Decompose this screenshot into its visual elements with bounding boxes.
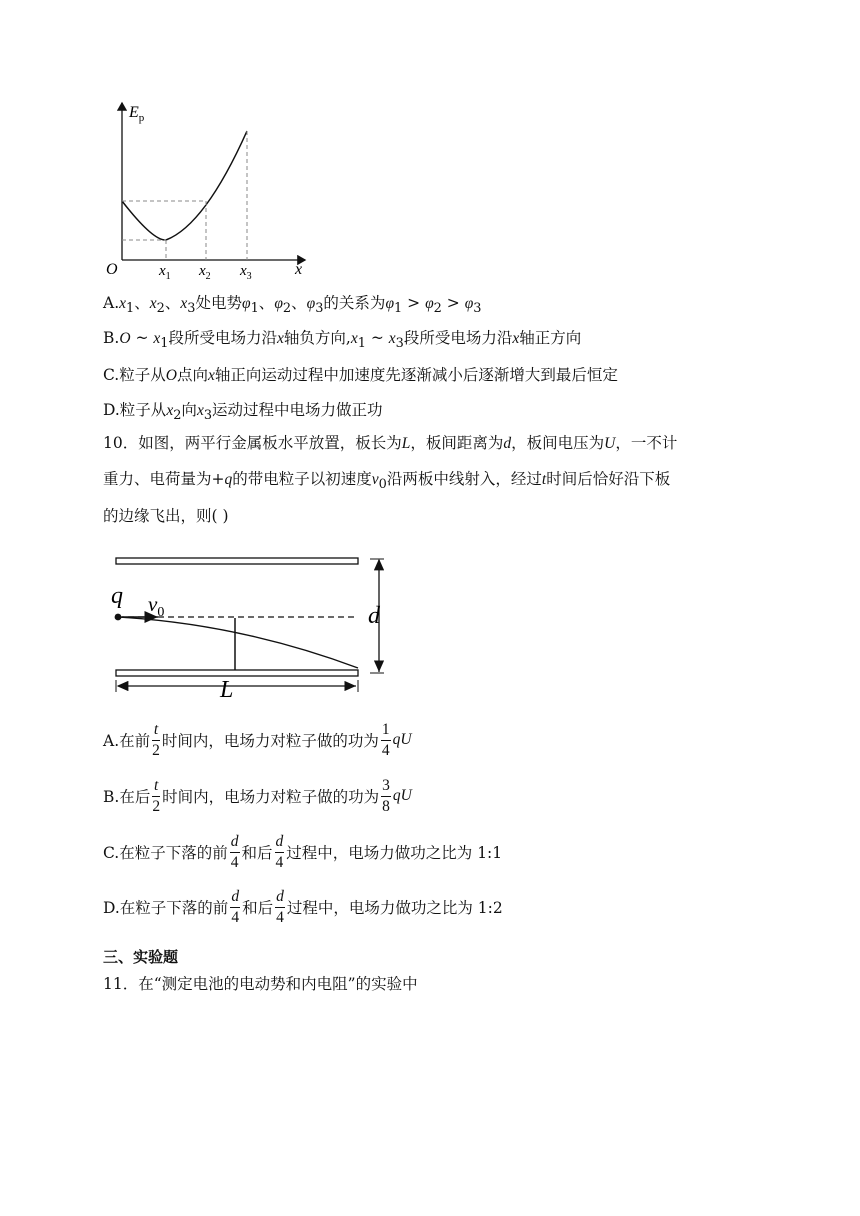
q9-option-a: $A.x_1$、$x_2$、$x_3$处电势$\varphi_1$、$\varphi_2$、$\varphi_3$的关系为$\varphi_1 > \varphi_2 > \varphi_3$: [103, 294, 482, 317]
q10-option-c: C.在粒子下落的前 $\frac{d}{4}$ 和后 $\frac{d}{4}$ 过程中，电场力做功之比为 1:1: [103, 833, 503, 871]
L-label: L: [220, 677, 234, 698]
particle-trajectory: [118, 617, 358, 668]
q-label: q: [111, 583, 123, 609]
q9-option-b: B.O ~ $x_1$段所受电场力沿x轴负方向$,x_1$ ~ $x_3$段所受电场力沿x轴正方向: [103, 329, 582, 352]
q10-stem-line1: 10．如图，两平行金属板水平放置，板长为L，板间距离为d，板间电压为U，一不计: [103, 434, 678, 452]
section-heading: 三、实验题: [103, 948, 179, 966]
q10-stem-line2: 重力、电荷量为+q的带电粒子以初速度$v_0$沿两板中线射入，经过t时间后恰好沿下板: [103, 470, 671, 493]
lower-plate: [116, 670, 358, 676]
q10-stem-line3: 的边缘飞出，则( ): [103, 507, 229, 525]
q9-option-d: D.粒子从$x_2$向$x_3$运动过程中电场力做正功: [103, 401, 383, 424]
tick-x3: $x_3$: [240, 263, 252, 282]
v0-label: $v_0$: [148, 592, 165, 620]
q10-option-a: A.在前 $\frac{t}{2}$ 时间内，电场力对粒子做的功为 $\frac{1}{4}$ qU: [103, 721, 412, 759]
ep-curve: [122, 131, 247, 240]
q11-stem: 11．在“测定电池的电动势和内电阻”的实验中: [103, 975, 418, 993]
q10-option-d: D.在粒子下落的前 $\frac{d}{4}$ 和后 $\frac{d}{4}$ 过程中，电场力做功之比为 1:2: [103, 888, 503, 926]
q10-option-b: B.在后 $\frac{t}{2}$ 时间内，电场力对粒子做的功为 $\frac{3}{8}$ qU: [103, 777, 412, 815]
d-label: d: [368, 603, 380, 629]
origin-label: O: [106, 261, 118, 278]
tick-x1: $x_1$: [159, 263, 171, 282]
potential-energy-graph: [95, 95, 325, 285]
y-axis-label: $E_p$: [129, 104, 145, 124]
tick-x2: $x_2$: [199, 263, 211, 282]
q9-option-c: C.粒子从O点向x轴正向运动过程中加速度先逐渐减小后逐渐增大到最后恒定: [103, 366, 618, 384]
x-axis-label: x: [295, 261, 303, 278]
upper-plate: [116, 558, 358, 564]
parallel-plates-diagram: [100, 548, 400, 698]
